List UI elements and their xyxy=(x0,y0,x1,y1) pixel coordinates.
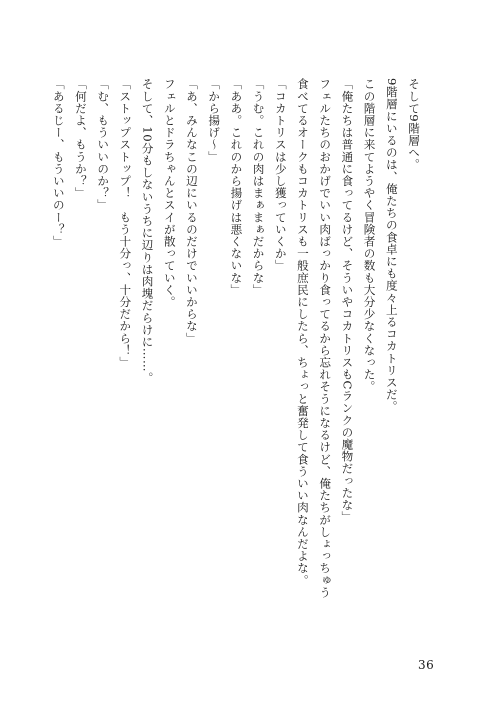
page-number: 36 xyxy=(418,658,435,672)
text-line: 「コカトリスは少し獲っていくか」 xyxy=(273,78,288,272)
text-line: そして、10分もしないうちに辺りは肉塊だらけに……。 xyxy=(140,78,155,385)
text-line: そして9階層へ。 xyxy=(407,78,421,171)
text-line: 「ストップストップ！ もう十分っ、十分だから！」 xyxy=(118,78,133,369)
text-line: 「あ、みんなこの辺にいるのだけでいいからな」 xyxy=(184,78,199,345)
text-line: フェルたちのおかげでいい肉ばっかり食ってるから忘れそうになるけど、俺たちがしょっちゅう xyxy=(318,78,333,599)
text-line: 「うむ。これの肉はまぁまぁだからな」 xyxy=(251,78,266,296)
text-line: 食べてるオークもコカトリスも一般庶民にしたら、ちょっと奮発して食ういい肉なんだよな。 xyxy=(295,78,310,587)
text-line: 「から揚げ～」 xyxy=(207,78,222,163)
text-line: フェルとドラちゃんとスイが散っていく。 xyxy=(162,78,177,308)
text-line: 9階層にいるのは、俺たちの食卓にも度々上るコカトリスだ。 xyxy=(384,78,399,413)
text-line: この階層に来てようやく冒険者の数も大分少なくなった。 xyxy=(362,78,377,393)
body-text xyxy=(48,78,425,618)
text-line: 「何だよ、もうか？」 xyxy=(73,78,88,199)
text-line: 「俺たちは普通に食ってるけど、そういやコカトリスもCランクの魔物だったな」 xyxy=(340,78,355,523)
text-line: 「ああ。これのから揚げは悪くないな」 xyxy=(229,78,244,296)
text-line: 「あるじー、もういいのー？」 xyxy=(51,78,66,248)
text-line: 「む、もういいのか？」 xyxy=(96,78,111,212)
